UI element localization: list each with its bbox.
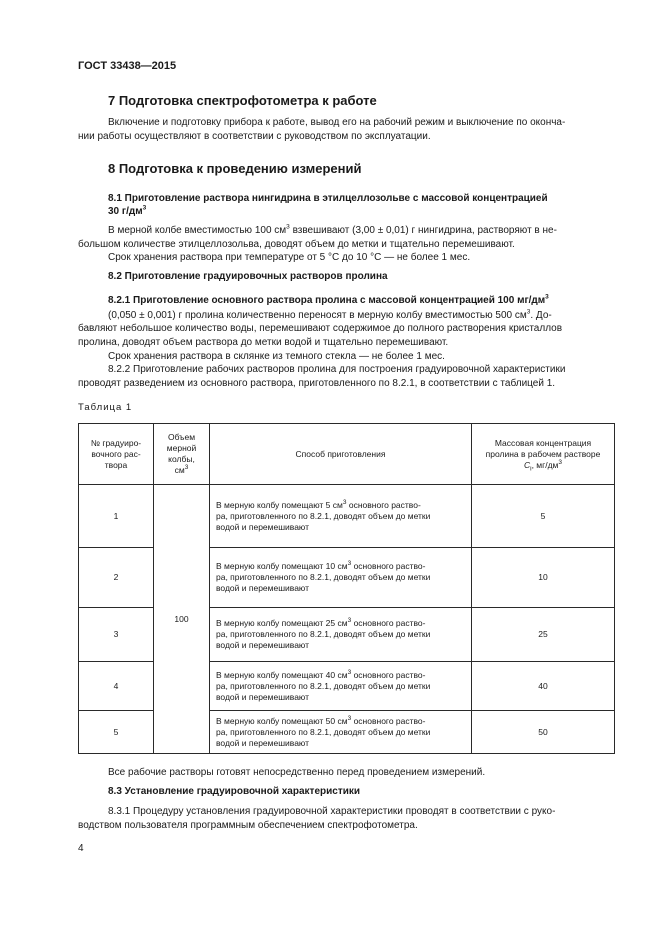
page-number: 4 [78,843,84,854]
header-flask-volume: Объем мерной колбы, $см^3$ [154,424,210,485]
section-8-3-title: 8.3 Установление градуировочной характеристики [108,786,361,797]
section-8-1-para-line-1: В мерной колбе вместимостью 100 $см^3$ взвешивают (3,00 ± 0,01) г нингидрина, растворяют в не- [108,223,557,236]
section-8-title: 8 Подготовка к проведению измерений [108,161,362,176]
header-mass-concentration: Массовая концентрация пролина в рабочем растворе $C_i$, $мг/дм^3$ [472,424,615,485]
table-row [79,485,615,548]
row-method: В мерную колбу помещают 50 $см^3$ основного раство- ра, приготовленного по 8.2.1, доводят объем до метки водой и перемешивают [210,711,472,754]
header-preparation-method: Способ приготовления [210,424,472,485]
section-8-1-para-line-2: большом количестве этилцеллозольва, доводят объем до метки и тщательно перемешивают. [78,239,515,250]
section-8-1-title-line-2: 30 $г/дм^3$ [108,204,147,217]
row-method: В мерную колбу помещают 40 $см^3$ основного раство- ра, приготовленного по 8.2.1, доводят объем до метки водой и перемешивают [210,662,472,711]
section-8-1-title-line-1: 8.1 Приготовление раствора нингидрина в этилцеллозольве с массовой концентрацией [108,193,548,204]
row-number: 4 [79,662,154,711]
row-concentration: 10 [472,548,615,608]
row-number: 3 [79,608,154,662]
section-7-line-1: Включение и подготовку прибора к работе, вывод его на рабочий режим и выключение по оконча- [108,117,566,128]
row-concentration: 50 [472,711,615,754]
section-8-2-title: 8.2 Приготовление градуировочных растворов пролина [108,271,388,282]
row-number: 5 [79,711,154,754]
section-8-3-1-line-1: 8.3.1 Процедуру установления градуировочной характеристики проводят в соответствии с руко- [108,806,556,817]
section-7-title: 7 Подготовка спектрофотометра к работе [108,93,377,108]
table-header-row [79,424,615,485]
table-1 [78,423,615,754]
row-concentration: 25 [472,608,615,662]
section-8-3-1-line-2: водством пользователя программным обеспечением спектрофотометра. [78,820,418,831]
section-8-2-2-line-2: проводят разведением из основного раствора, приготовленного по 8.2.1, в соответствии с таблицей 1. [78,378,556,389]
section-8-2-1-line-1: (0,050 ± 0,001) г пролина количественно переносят в мерную колбу вместимостью 500 $см^3$. До- [108,308,552,321]
row-number: 2 [79,548,154,608]
flask-volume-value: 100 [154,485,210,754]
section-8-2-1-line-2: бавляют небольшое количество воды, перемешивают содержимое до полного растворения кристаллов [78,323,563,334]
section-8-2-1-line-3: пролина, доводят объем раствора до метки водой и тщательно перемешивают. [78,337,449,348]
row-method: В мерную колбу помещают 25 $см^3$ основного раство- ра, приготовленного по 8.2.1, доводят объем до метки водой и перемешивают [210,608,472,662]
row-number: 1 [79,485,154,548]
row-method: В мерную колбу помещают 5 $см^3$ основного раство- ра, приготовленного по 8.2.1, доводят объем до метки водой и перемешивают [210,485,472,548]
row-method: В мерную колбу помещают 10 $см^3$ основного раство- ра, приготовленного по 8.2.1, доводят объем до метки водой и перемешивают [210,548,472,608]
section-8-2-1-title: 8.2.1 Приготовление основного раствора пролина с массовой концентрацией 100 $мг/дм^3$ [108,293,549,306]
document-header: ГОСТ 33438—2015 [78,60,177,72]
section-7-line-2: нии работы осуществляют в соответствии с руководством по эксплуатации. [78,131,431,142]
row-concentration: 40 [472,662,615,711]
header-solution-number: № градуиро- вочного рас- твора [79,424,154,485]
after-table-note: Все рабочие растворы готовят непосредственно перед проведением измерений. [108,767,486,778]
section-8-2-1-storage: Срок хранения раствора в склянке из темного стекла — не более 1 мес. [108,351,445,362]
section-8-2-2-line-1: 8.2.2 Приготовление рабочих растворов пролина для построения градуировочной характеристики [108,364,566,375]
row-concentration: 5 [472,485,615,548]
section-8-1-storage: Срок хранения раствора при температуре от 5 °С до 10 °С — не более 1 мес. [108,252,471,263]
table-caption: Таблица 1 [78,402,133,413]
